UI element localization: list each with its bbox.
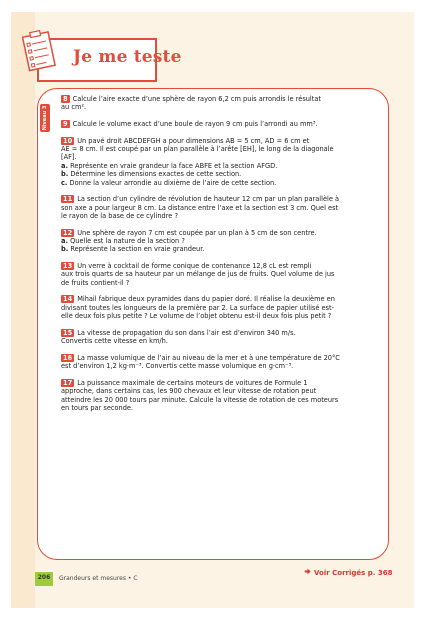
exercise-12 bbox=[61, 229, 381, 254]
exercise-text-line: Convertis cette vitesse en km/h. bbox=[61, 337, 168, 346]
exercise-number-badge: 10 bbox=[63, 136, 73, 145]
exercise-16 bbox=[61, 354, 381, 371]
exercise-subquestion bbox=[61, 162, 381, 170]
subquestion-label: a. bbox=[61, 237, 68, 246]
exercise-text-line: est d’environ 1,2 kg·m⁻³. Convertis cette masse volumique en g·cm⁻³. bbox=[61, 362, 294, 371]
exercise-first-line bbox=[61, 95, 381, 103]
exercise-text-line: au cm². bbox=[61, 103, 87, 112]
exercise-text-line: AE = 8 cm. Il est coupé par un plan parallèle à l’arête [EH], le long de la diagonale bbox=[61, 145, 334, 153]
exercise-number-badge: 14 bbox=[63, 295, 73, 304]
exercise-first-line bbox=[61, 120, 381, 128]
clipboard-checklist-icon bbox=[14, 26, 66, 78]
level-tab-label: Niveau 3 bbox=[42, 105, 48, 131]
exercise-number-badge: 16 bbox=[63, 353, 73, 362]
corrections-link[interactable] bbox=[304, 568, 392, 577]
exercise-subquestion bbox=[61, 170, 381, 178]
exercise-first-line bbox=[61, 229, 381, 237]
exercise-text-line: divisant toutes les longueurs de la première par 2. La surface de papier utilisé est- bbox=[61, 303, 334, 312]
subquestion-label: b. bbox=[61, 170, 69, 179]
exercise-number-badge: 12 bbox=[63, 228, 73, 237]
corrections-link-label[interactable]: Voir Corrigés p. 368 bbox=[314, 569, 393, 577]
exercise-text-line: atteindre les 20 000 tours par minute. Calcule la vitesse de rotation de ces moteurs bbox=[61, 395, 339, 404]
exercise-8 bbox=[61, 95, 381, 112]
exercise-text: Un pavé droit ABCDEFGH a pour dimensions AB = 5 cm, AD = 6 cm et bbox=[77, 136, 310, 145]
exercise-text: Mihail fabrique deux pyramides dans du papier doré. Il réalise la deuxième en bbox=[77, 295, 335, 304]
exercise-text: Calcule l’aire exacte d’une sphère de rayon 6,2 cm puis arrondis le résultat bbox=[72, 95, 321, 103]
exercise-text: La section d’un cylindre de révolution de hauteur 12 cm par un plan parallèle à bbox=[77, 195, 340, 204]
subquestion-text: Représente la section en vraie grandeur. bbox=[70, 245, 205, 254]
exercise-text: Un verre à cocktail de forme conique de contenance 12,8 cL est rempli bbox=[77, 262, 312, 271]
exercise-9 bbox=[61, 120, 381, 128]
exercise-text: La puissance maximale de certains moteurs de voitures de Formule 1 bbox=[77, 378, 308, 387]
subquestion-text: Représente en vraie grandeur la face ABFE et la section AFGD. bbox=[70, 161, 278, 170]
margin-strip bbox=[11, 12, 35, 608]
exercise-first-line bbox=[61, 379, 381, 387]
exercise-text-line: le rayon de la base de ce cylindre ? bbox=[61, 212, 178, 221]
exercise-subquestion bbox=[61, 237, 381, 245]
exercise-text: La vitesse de propagation du son dans l’air est d’environ 340 m/s. bbox=[77, 328, 296, 337]
exercise-text: Calcule le volume exact d’une boule de rayon 9 cm puis l’arrondi au mm³. bbox=[72, 120, 318, 128]
exercise-17 bbox=[61, 379, 381, 413]
section-title: Grandeurs et mesures • C bbox=[59, 575, 138, 582]
exercise-first-line bbox=[61, 354, 381, 362]
exercise-13 bbox=[61, 262, 381, 287]
exercise-first-line bbox=[61, 137, 381, 145]
page-title: Je me teste bbox=[73, 47, 182, 67]
exercise-15 bbox=[61, 329, 381, 346]
exercise-text-line: [AF]. bbox=[61, 153, 77, 162]
subquestion-label: b. bbox=[61, 245, 69, 254]
exercise-subquestion bbox=[61, 245, 381, 253]
exercise-text-line: en tours par seconde. bbox=[61, 404, 134, 413]
exercise-subquestion bbox=[61, 179, 381, 187]
page-number: 206 bbox=[37, 574, 51, 581]
subquestion-label: a. bbox=[61, 161, 68, 170]
exercise-text-line: approche, dans certains cas, les 900 chevaux et leur vitesse de rotation peut bbox=[61, 387, 317, 396]
exercise-first-line bbox=[61, 295, 381, 303]
exercise-10 bbox=[61, 137, 381, 187]
exercise-number-badge: 8 bbox=[63, 95, 68, 103]
subquestion-text: Détermine les dimensions exactes de cette section. bbox=[70, 170, 242, 179]
exercise-first-line bbox=[61, 195, 381, 203]
exercise-number-badge: 9 bbox=[63, 120, 68, 128]
exercise-number-badge: 13 bbox=[63, 262, 73, 271]
exercise-list bbox=[61, 95, 381, 421]
exercise-number-badge: 11 bbox=[63, 195, 73, 204]
subquestion-label: c. bbox=[61, 178, 68, 187]
exercise-text-line: elle deux fois plus petite ? Le volume de l’objet obtenu est-il deux fois plus petit ? bbox=[61, 312, 332, 321]
exercise-text-line: de fruits contient-il ? bbox=[61, 278, 130, 287]
exercise-number-badge: 17 bbox=[63, 378, 73, 387]
subquestion-text: Donne la valeur arrondie au dixième de l’aire de cette section. bbox=[69, 178, 277, 187]
exercise-text-line: son axe a pour largeur 8 cm. La distance entre l’axe et la section est 3 cm. Quel est bbox=[61, 203, 339, 212]
exercise-number-badge: 15 bbox=[63, 328, 73, 337]
exercise-text: La masse volumique de l’air au niveau de la mer et à une température de 20°C bbox=[77, 353, 340, 362]
arrow-right-icon bbox=[304, 568, 311, 575]
exercise-text-line: aux trois quarts de sa hauteur par un mélange de jus de fruits. Quel volume de jus bbox=[61, 270, 335, 279]
exercise-first-line bbox=[61, 329, 381, 337]
exercise-first-line bbox=[61, 262, 381, 270]
exercise-11 bbox=[61, 195, 381, 220]
subquestion-text: Quelle est la nature de la section ? bbox=[70, 237, 185, 246]
exercise-text: Une sphère de rayon 7 cm est coupée par un plan à 5 cm de son centre. bbox=[77, 228, 317, 237]
exercise-14 bbox=[61, 295, 381, 320]
